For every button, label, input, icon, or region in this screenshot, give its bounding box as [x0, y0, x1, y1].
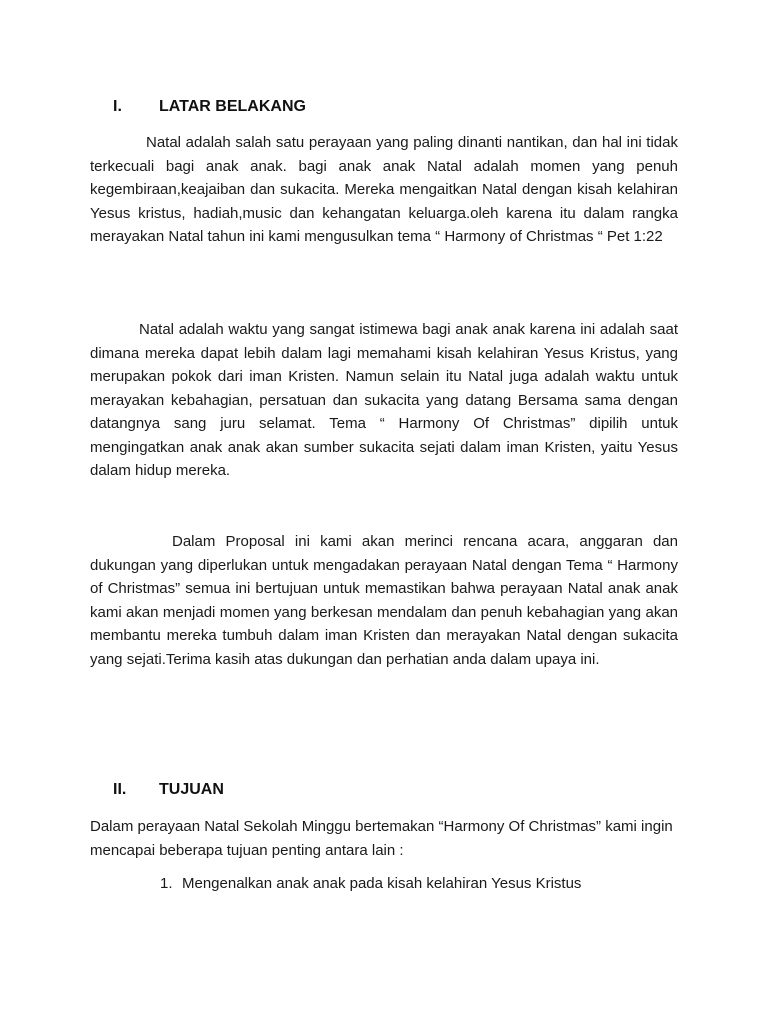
paragraph — [90, 131, 678, 249]
section-number: I. — [113, 98, 122, 115]
section-title: TUJUAN — [159, 781, 224, 798]
paragraph-text: Dalam perayaan Natal Sekolah Minggu bertemakan “Harmony Of Christmas” kami ingin mencapai beberapa tujuan penting antara lain : — [90, 818, 673, 859]
paragraph-text: Natal adalah waktu yang sangat istimewa bagi anak anak karena ini adalah saat dimana mereka dapat lebih dalam lagi memahami kisah kelahiran Yesus Kristus, yang merupakan pokok dari iman Kristen. Namun selain itu Natal juga adalah waktu untuk merayakan kebahagian, persatuan dan sukacita yang datang Bersama sama dengan datangnya sang juru selamat. Tema “ Harmony Of Christmas” dipilih untuk mengingatkan anak anak akan sumber sukacita sejati dalam iman Kristen, yaitu Yesus dalam hidup mereka. — [90, 321, 678, 479]
paragraph-text: Natal adalah salah satu perayaan yang paling dinanti nantikan, dan hal ini tidak terkecuali bagi anak anak. bagi anak anak Natal adalah momen yang penuh kegembiraan,keajaiban dan sukacita. Mereka mengaitkan Natal dengan kisah kelahiran Yesus kristus, hadiah,music dan kehangatan keluarga.oleh karena itu dalam rangka merayakan Natal tahun ini kami mengusulkan tema “ Harmony of Christmas “ Pet 1:22 — [90, 134, 678, 245]
paragraph — [90, 318, 678, 483]
list-item-text: Mengenalkan anak anak pada kisah kelahiran Yesus Kristus — [182, 875, 582, 892]
list-item — [160, 872, 581, 895]
section-title: LATAR BELAKANG — [159, 98, 306, 115]
paragraph — [90, 815, 678, 862]
paragraph — [90, 530, 678, 671]
section-number: II. — [113, 781, 127, 798]
paragraph-text: Dalam Proposal ini kami akan merinci rencana acara, anggaran dan dukungan yang diperlukan untuk mengadakan perayaan Natal dengan Tema “ Harmony of Christmas” semua ini bertujuan untuk memastikan bahwa perayaan Natal anak anak kami akan menjadi momen yang berkesan mendalam dan penuh kebahagian yang akan membantu mereka tumbuh dalam iman Kristen dan merayakan Natal dengan sukacita yang sejati.Terima kasih atas dukungan dan perhatian anda dalam upaya ini. — [90, 533, 678, 668]
list-item-number: 1. — [160, 875, 173, 892]
